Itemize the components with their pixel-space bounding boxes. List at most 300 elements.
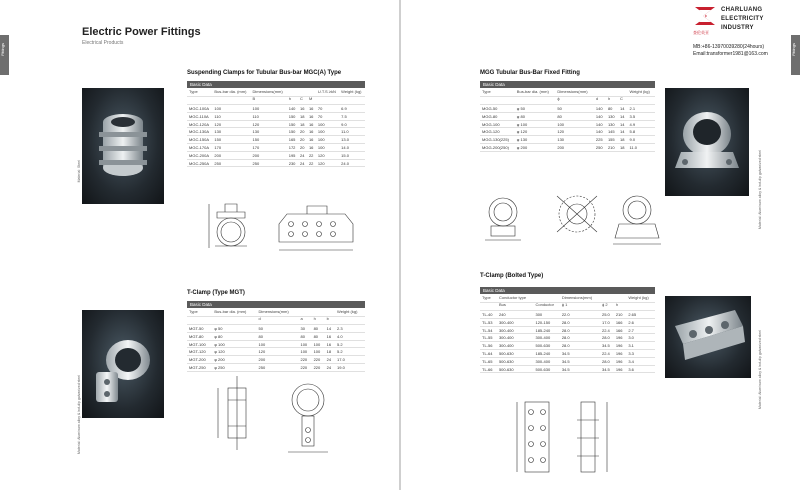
table-cell: TL-55 [480,334,497,342]
table-cell: φ 250 [212,364,256,372]
mgg-photo-caption: Material: Aluminum alloy & hot-dip galvanized steel [758,150,762,229]
table-cell: 14 [618,128,628,136]
table-cell: φ 120 [515,128,556,136]
table-cell: 2.3 [335,325,365,333]
table-cell: 22.4 [600,350,614,358]
table-cell: 16 [307,144,316,152]
table-cell: 300-400 [497,342,534,350]
table-cell: 3.6 [626,365,655,373]
table-cell: 2.1 [627,105,655,113]
column-header: Dimensions(mm) [555,89,594,97]
mgt-basic-data-bar: Basic Data [187,301,365,308]
table-cell: 16 [307,136,316,144]
table-cell: 17.0 [335,356,365,364]
column-header: Dimensions(mm) [251,89,287,97]
table-cell: MGT-120 [187,348,212,356]
table-cell: 100 [316,144,339,152]
table-row [187,151,365,159]
table-header-row [480,97,655,105]
column-header: M [307,97,316,105]
table-cell: 28.0 [560,334,600,342]
table-cell: TL-56 [480,342,497,350]
table-cell: 185-240 [533,326,559,334]
mgt-product-photo [82,310,164,418]
column-header: Type [480,295,497,303]
table-cell: 16 [298,105,307,113]
table-cell: 6.9 [339,105,365,113]
table-cell: 500-630 [533,365,559,373]
column-header: U.T.S ≥kN [316,89,339,97]
right-catalog-page [401,0,800,490]
table-row [480,120,655,128]
table-cell: 100 [212,105,250,113]
table-cell: 80 [312,325,325,333]
table-cell: 3.1 [626,342,655,350]
table-row [480,357,655,365]
column-header: h [614,303,627,311]
table-cell: 11.0 [627,144,655,152]
table-cell: 19.0 [335,364,365,372]
column-header: Bus-bar dia. (mm) [212,89,250,97]
table-cell: MGG-120 [480,128,515,136]
table-row [187,112,365,120]
brand-logo [693,4,793,42]
table-cell: MGC-150A [187,136,212,144]
brand-line-1: CHARLUANG [721,7,763,13]
tl-basic-data-bar: Basic Data [480,287,655,294]
tl-technical-drawing [511,392,621,482]
table-cell: MGT-80 [187,332,212,340]
table-cell: MGG-200(250) [480,144,515,152]
column-header: Bus-bar dia. (mm) [515,89,556,97]
table-cell: 130 [251,128,287,136]
table-cell: 100 [312,340,325,348]
table-cell: 3.5 [627,112,655,120]
table-cell: 300 [533,311,559,319]
table-cell: 150 [212,136,250,144]
table-cell: 34.5 [600,342,614,350]
table-row [480,350,655,358]
table-cell: 80 [298,332,311,340]
table-cell: 2.65 [626,311,655,319]
table-cell: 4.9 [627,120,655,128]
table-header-row [480,295,655,303]
table-cell: 120-150 [533,318,559,326]
table-cell: 2.6 [626,318,655,326]
table-cell: 28.0 [600,357,614,365]
column-header: Type [480,89,515,97]
table-cell: MGC-130A [187,128,212,136]
table-cell: φ 50 [515,105,556,113]
table-cell: 500-630 [497,350,534,358]
table-cell: 196 [614,350,627,358]
mgg-product-photo [665,88,749,196]
table-cell: 15.0 [339,151,365,159]
table-row [187,356,365,364]
table-cell: 16 [325,332,335,340]
table-cell: φ 50 [212,325,256,333]
table-cell: 172 [287,144,298,152]
table-cell: 28.0 [600,334,614,342]
table-row [480,144,655,152]
table-cell: 100 [316,128,339,136]
table-cell: 196 [614,334,627,342]
column-header: h [287,97,298,105]
table-cell: 22.4 [600,326,614,334]
table-header-row [187,317,365,325]
table-cell: 14 [618,105,628,113]
table-cell: MGT-200 [187,356,212,364]
table-cell: 120 [212,120,250,128]
mgc-basic-data-bar: Basic Data [187,81,365,88]
column-header: h [312,317,325,325]
table-cell: 16 [307,112,316,120]
mgt-spec-table [187,309,365,372]
table-cell: 196 [614,342,627,350]
table-cell: 18 [618,136,628,144]
mgg-spec-table [480,89,655,152]
table-cell: 120 [257,348,299,356]
brand-line-2: ELECTRICITY [721,16,764,22]
column-header: B [251,97,287,105]
table-cell: 140 [594,120,606,128]
table-cell: 80 [606,105,618,113]
table-cell: 100 [312,348,325,356]
table-cell: 100 [251,105,287,113]
column-header [316,97,339,105]
table-cell: 196 [614,357,627,365]
column-header: C [618,97,628,105]
table-cell: 150 [251,136,287,144]
table-cell: φ 200 [212,356,256,364]
table-cell: 5.2 [335,348,365,356]
column-header [187,97,212,105]
brand-cn-name: 查伦英亚 [693,30,709,35]
table-cell: 80 [555,112,594,120]
table-row [187,120,365,128]
table-cell: 120 [555,128,594,136]
table-cell: 18 [325,348,335,356]
page-title: Electric Power Fittings [82,26,201,38]
brand-line-3: INDUSTRY [721,25,754,31]
table-cell: 500-630 [497,365,534,373]
table-cell: 16 [307,105,316,113]
column-header [480,303,497,311]
table-cell: TL-40 [480,311,497,319]
contact-info [693,44,768,58]
column-header: Bus-bar dia. (mm) [212,309,256,317]
table-row [187,348,365,356]
table-row [480,128,655,136]
table-cell: TL-65 [480,357,497,365]
table-header-row [480,303,655,311]
column-header: Dimensions(mm) [257,309,299,317]
mgt-technical-drawing [210,368,340,458]
contact-email: Email:transformer1981@163.com [693,51,768,57]
column-header: ϕ 2 [600,303,614,311]
table-row [187,136,365,144]
column-header: Weight (kg) [335,309,365,317]
column-header: ϕ 1 [560,303,600,311]
table-row [187,128,365,136]
table-row [187,332,365,340]
column-header [187,317,212,325]
table-cell: MGG-100 [480,120,515,128]
column-header [212,317,256,325]
table-cell: 100 [316,120,339,128]
table-cell: 20 [298,144,307,152]
table-cell: φ 80 [515,112,556,120]
table-cell: 22 [307,159,316,167]
table-cell: TL-66 [480,365,497,373]
table-cell: 240 [497,311,534,319]
table-cell: 16 [307,120,316,128]
tl-spec-table [480,295,655,373]
table-row [480,105,655,113]
column-header: ϕ [555,97,594,105]
table-cell: 9.0 [339,120,365,128]
tl-section-title: T-Clamp (Bolted Type) [480,273,544,279]
mgg-technical-drawing [481,182,661,252]
mgc-product-photo [82,88,164,204]
table-cell: 200 [257,356,299,364]
table-cell: 100 [298,340,311,348]
table-cell: φ 120 [212,348,256,356]
table-cell: 17.0 [600,318,614,326]
column-header: d [257,317,299,325]
table-cell: 110 [212,112,250,120]
table-cell: 9.0 [627,136,655,144]
table-row [187,325,365,333]
table-cell: 28.0 [560,318,600,326]
table-cell: TL-53 [480,318,497,326]
table-cell: 24.0 [339,159,365,167]
table-cell: 3.4 [626,357,655,365]
column-header [335,317,365,325]
table-cell: 170 [212,144,250,152]
table-cell: 70 [316,105,339,113]
table-cell: 300-400 [497,318,534,326]
table-row [480,326,655,334]
mgc-photo-caption: Material: Steel [77,160,81,183]
table-cell: 25.0 [600,311,614,319]
mgt-photo-caption: Material: Aluminum alloy & hot-dip galvanized steel [77,375,81,454]
table-cell: 2.7 [626,326,655,334]
table-cell: 250 [594,144,606,152]
column-header [480,97,515,105]
table-cell: 34.5 [600,365,614,373]
table-cell: 110 [251,112,287,120]
table-cell: 500-630 [533,342,559,350]
left-catalog-page [0,0,399,490]
mgc-technical-drawing [195,188,365,258]
table-cell: 140 [287,105,298,113]
table-cell: 14 [618,112,628,120]
table-cell: 166 [614,318,627,326]
table-cell: 30 [298,325,311,333]
table-row [187,340,365,348]
table-cell: 80 [312,332,325,340]
table-cell: 70 [316,112,339,120]
column-header: Weight (kg) [627,89,655,97]
table-cell: 3.0 [626,334,655,342]
table-cell: 20 [298,128,307,136]
table-cell: 150 [287,128,298,136]
table-cell: 250 [257,364,299,372]
mgg-basic-data-bar: Basic Data [480,81,655,88]
table-row [480,112,655,120]
column-header: Conductor type [497,295,534,303]
table-cell: 120 [316,151,339,159]
table-cell: 100 [257,340,299,348]
table-cell: 155 [606,136,618,144]
table-cell: 22 [307,151,316,159]
table-cell: φ 80 [212,332,256,340]
table-cell: 220 [312,356,325,364]
table-cell: 500-630 [497,357,534,365]
column-header: Type [187,309,212,317]
table-cell: 28.0 [560,326,600,334]
table-cell: 210 [614,311,627,319]
table-cell: φ 200 [515,144,556,152]
table-cell: MGC-200A [187,151,212,159]
column-header: Bus [497,303,534,311]
table-cell: TL-54 [480,326,497,334]
table-cell: 140 [594,112,606,120]
table-cell: 300-400 [533,334,559,342]
table-cell: 130 [606,112,618,120]
tl-photo-caption: Material: Aluminum alloy & hot-dip galvanized steel [758,330,762,409]
table-cell: 18 [618,144,628,152]
table-cell: 130 [606,120,618,128]
table-cell: MGC-100A [187,105,212,113]
table-cell: 16 [325,340,335,348]
column-header: Weight (kg) [339,89,365,97]
table-cell: 34.5 [560,357,600,365]
table-cell: 80 [257,332,299,340]
table-row [187,159,365,167]
table-cell: 230 [287,159,298,167]
column-header: d [594,97,606,105]
table-cell: 300-400 [497,326,534,334]
table-cell: 220 [298,364,311,372]
table-cell: 100 [298,348,311,356]
table-cell: 140 [594,105,606,113]
column-header: C [298,97,307,105]
column-header [339,97,365,105]
table-row [187,144,365,152]
table-cell: 5.2 [335,340,365,348]
table-cell: MGC-120A [187,120,212,128]
column-header [212,97,250,105]
table-cell: 24 [298,151,307,159]
mgg-section-title: MGG Tubular Bus-Bar Fixed Fitting [480,70,580,76]
table-cell: 34.5 [560,350,600,358]
table-header-row [187,89,365,97]
brand-name [721,6,764,33]
table-row [480,365,655,373]
table-cell: 150 [287,120,298,128]
table-cell: 140 [594,128,606,136]
contact-mobile: MB:+86-13970039280(24hours) [693,44,765,50]
table-cell: 24 [298,159,307,167]
table-cell: 34.5 [560,365,600,373]
table-row [480,136,655,144]
table-cell: 165 [287,136,298,144]
table-cell: 200 [555,144,594,152]
table-cell: 5.8 [627,128,655,136]
table-cell: 100 [316,136,339,144]
table-cell: MGC-170A [187,144,212,152]
table-cell: 130 [555,136,594,144]
mgc-section-title: Suspending Clamps for Tubular Bus-bar MGC(A) Type [187,70,342,76]
table-cell: 18 [298,120,307,128]
column-header: Weight (kg) [626,295,655,303]
table-row [480,318,655,326]
table-header-row [187,309,365,317]
table-cell: MGT-50 [187,325,212,333]
table-cell: MGT-250 [187,364,212,372]
table-cell: MGG-50 [480,105,515,113]
table-cell: MGT-100 [187,340,212,348]
table-cell: 11.0 [339,128,365,136]
column-header [627,97,655,105]
table-cell: 22.0 [560,311,600,319]
table-cell: TL-64 [480,350,497,358]
table-cell: 18 [298,112,307,120]
table-cell: 300-400 [533,357,559,365]
table-cell: 14.0 [339,144,365,152]
table-row [480,342,655,350]
table-cell: 130 [212,128,250,136]
column-header: Conductor [533,303,559,311]
side-tab-label-right: Fittings [791,43,796,56]
table-cell: 220 [298,356,311,364]
column-header: Type [187,89,212,97]
table-cell: φ 100 [212,340,256,348]
table-cell: 24 [325,364,335,372]
tl-product-photo [665,296,751,378]
table-header-row [187,97,365,105]
table-cell: 250 [212,159,250,167]
table-cell: φ 130 [515,136,556,144]
mgc-spec-table [187,89,365,167]
side-tab-label: Fittings [0,43,5,56]
table-cell: 14 [325,325,335,333]
table-row [187,105,365,113]
table-cell: 7.5 [339,112,365,120]
table-cell: 3.3 [626,350,655,358]
table-cell: MGG-130(225) [480,136,515,144]
table-row [480,311,655,319]
table-row [480,334,655,342]
table-cell: 220 [312,364,325,372]
brand-logo-icon [693,4,717,28]
column-header: a [298,317,311,325]
column-header: h [606,97,618,105]
table-cell: 200 [251,151,287,159]
table-cell: 145 [606,128,618,136]
table-cell: 170 [251,144,287,152]
table-cell: MGG-80 [480,112,515,120]
column-header [515,97,556,105]
table-cell: 13.0 [339,136,365,144]
table-cell: 20 [298,136,307,144]
table-cell: 120 [251,120,287,128]
table-cell: 16 [307,128,316,136]
column-header [626,303,655,311]
table-cell: 28.0 [560,342,600,350]
